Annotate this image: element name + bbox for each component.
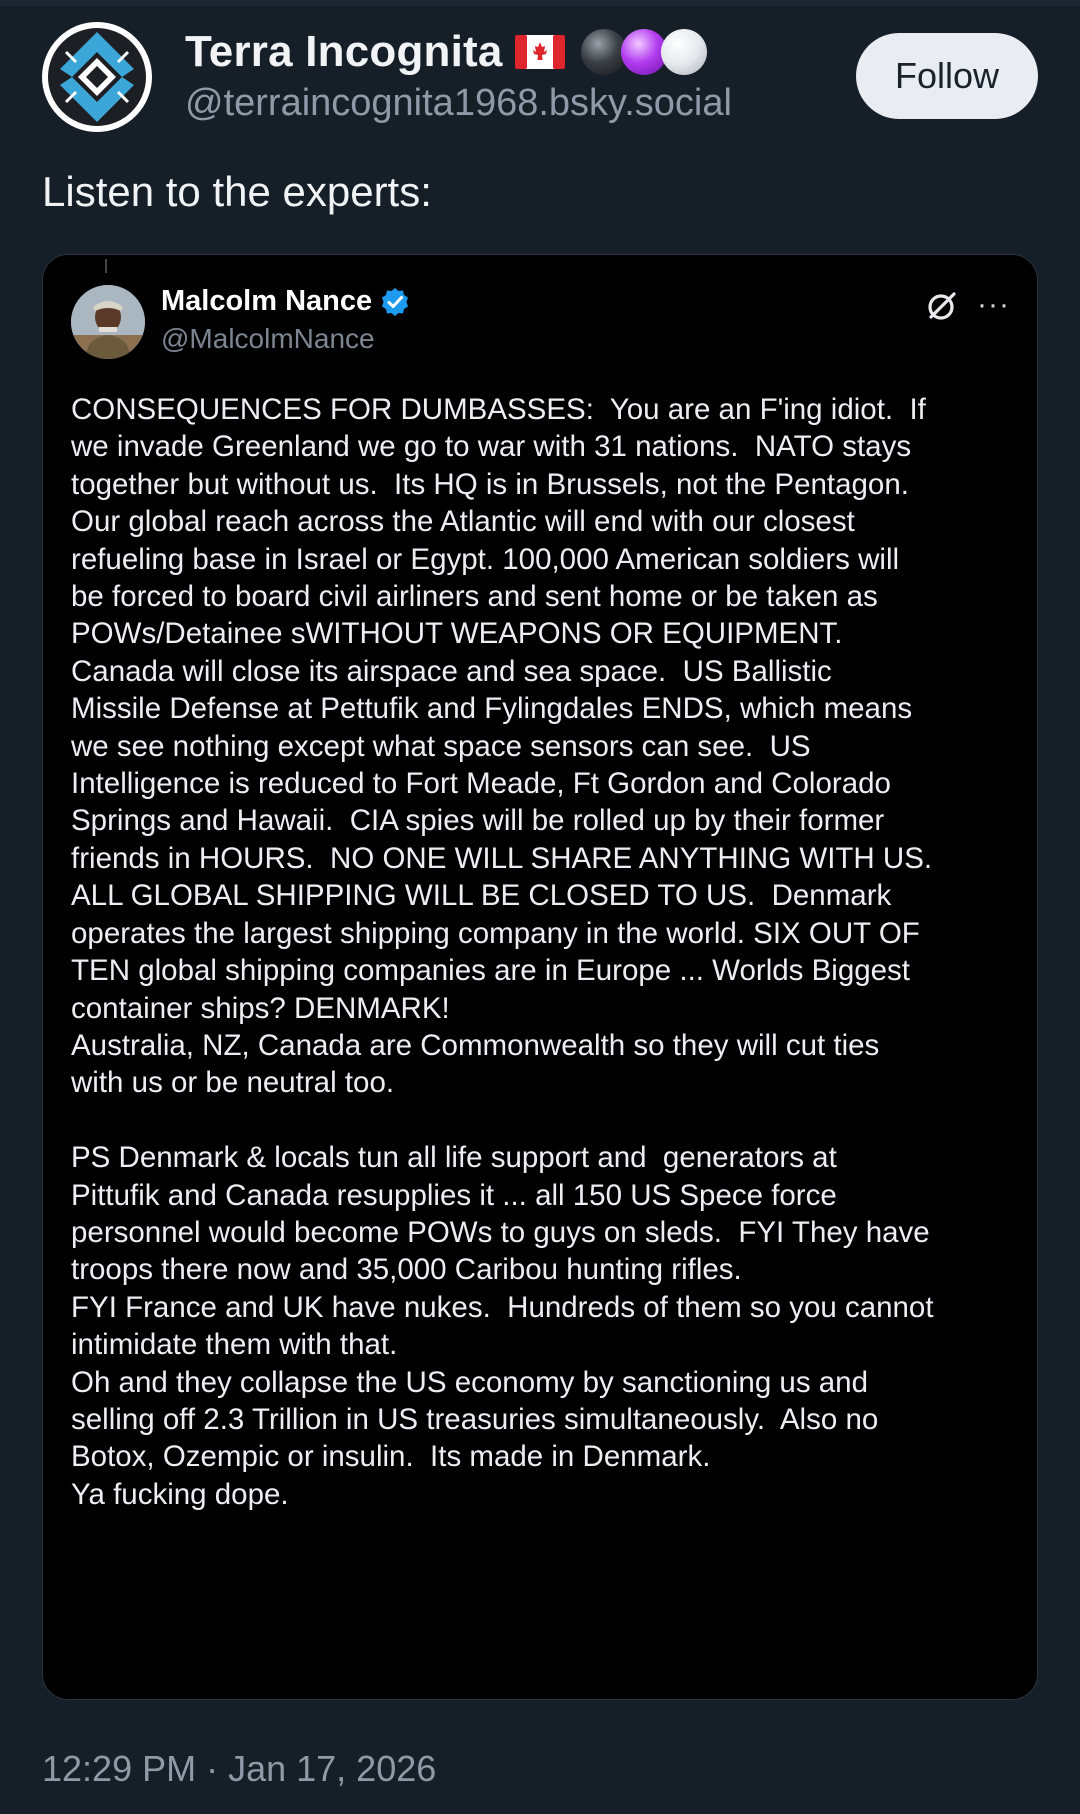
author-display-name[interactable]: Terra Incognita: [185, 27, 503, 76]
author-name-row: [185, 22, 707, 82]
author-avatar[interactable]: [42, 22, 152, 132]
grok-icon: [925, 289, 959, 323]
verified-badge-icon: [380, 287, 410, 317]
post-timestamp: 12:29 PM · Jan 17, 2026: [42, 1748, 437, 1789]
author-avatar-logo-icon: [42, 22, 152, 132]
embedded-screenshot[interactable]: [42, 254, 1038, 1700]
canada-flag-icon: [515, 35, 565, 69]
embedded-author-name: Malcolm Nance: [161, 285, 373, 317]
author-handle[interactable]: @terraincognita1968.bsky.social: [185, 82, 732, 124]
purple-circle-icon: [621, 29, 667, 75]
post-text: Listen to the experts:: [42, 168, 432, 215]
more-options-icon: ···: [977, 288, 1010, 321]
follow-button[interactable]: Follow: [856, 33, 1038, 119]
embedded-author-avatar: [71, 285, 145, 359]
name-emoji-group: [581, 29, 707, 75]
black-circle-icon: [581, 29, 627, 75]
top-divider: [0, 0, 1080, 6]
embedded-author-name-row: [161, 285, 410, 318]
white-circle-icon: [661, 29, 707, 75]
embedded-avatar-portrait-icon: [71, 285, 145, 359]
embed-artifact-mark: [105, 259, 107, 273]
embedded-post-body: CONSEQUENCES FOR DUMBASSES: You are an F'ing idiot. If we invade Greenland we go to war with 31 nations. NATO stays together but without us. Its HQ is in Brussels, not the Pentagon. Our global reach across the Atlantic will end with our closest refueling base in Israel or Egypt. 100,000 American soldiers will be forced to board civil airliners and sent home or be taken as POWs/Detainee sWITHOUT WEAPONS OR EQUIPMENT. Canada will close its airspace and sea space. US Ballistic Missile Defense at Pettufik and Fylingdales ENDS, which means we see nothing except what space sensors can see. US Intelligence is reduced to Fort Meade, Ft Gordon and Colorado Springs and Hawaii. CIA spies will be rolled up by their former friends in HOURS. NO ONE WILL SHARE ANYTHING WITH US. ALL GLOBAL SHIPPING WILL BE CLOSED TO US. Denmark operates the largest shipping company in the world. SIX OUT OF TEN global shipping companies are in Europe ... Worlds Biggest container ships? DENMARK! Australia, NZ, Canada are Commonwealth so they will cut ties with us or be neutral too. PS Denmark & locals tun all life support and generators at Pittufik and Canada resupplies it ... all 150 US Spece force personnel would become POWs to guys on sleds. FYI They have troops there now and 35,000 Caribou hunting rifles. FYI France and UK have nukes. Hundreds of them so you cannot intimidate them with that. Oh and they collapse the US economy by sanctioning us and selling off 2.3 Trillion in US treasuries simultaneously. Also no Botox, Ozempic or insulin. Its made in Denmark. Ya fucking dope.: [71, 393, 934, 1511]
embedded-author-handle: @MalcolmNance: [161, 323, 375, 354]
